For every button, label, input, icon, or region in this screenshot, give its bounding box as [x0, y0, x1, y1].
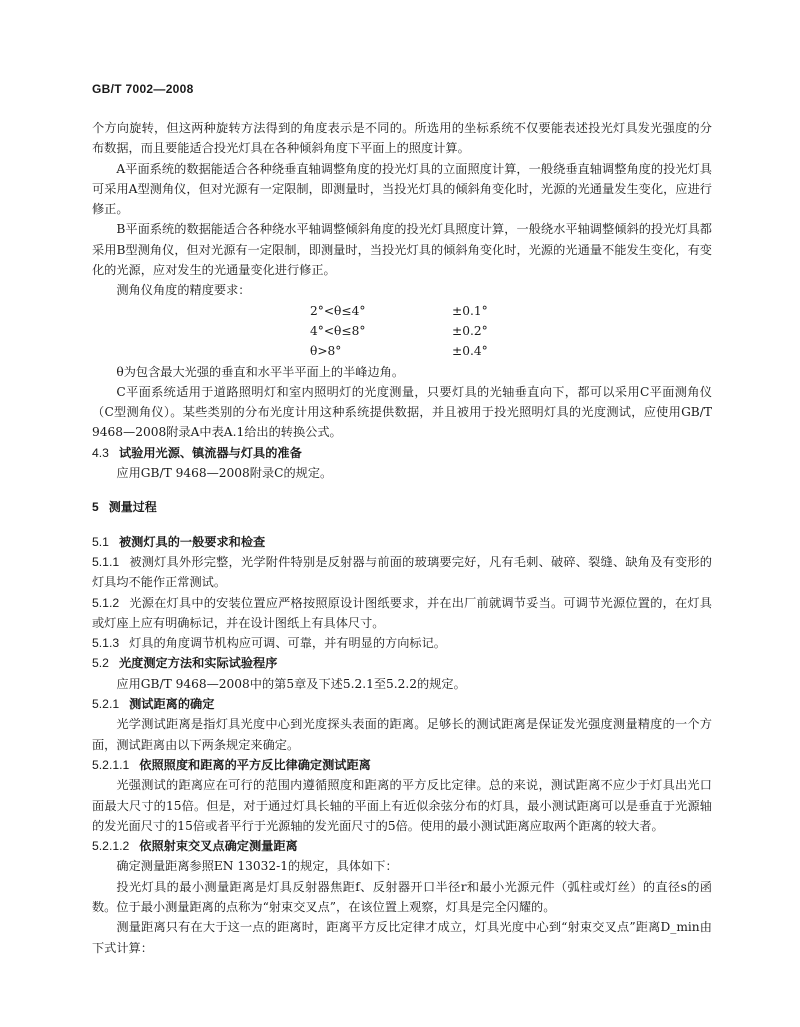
tolerance-condition: 2°<θ≤4°	[310, 303, 366, 318]
clause-number: 4.3	[92, 445, 109, 460]
clause-title: 测试距离的确定	[129, 697, 215, 712]
clause-heading	[92, 443, 712, 463]
numbered-paragraph	[92, 593, 712, 634]
paragraph: 测角仪角度的精度要求：	[116, 283, 251, 298]
clause-number: 5.1	[92, 534, 109, 549]
paragraph: C平面系统适用于道路照明灯和室内照明灯的光度测量，只要灯具的光轴垂直向下，都可以采用C平面测角仪（C型测角仪）。某些类别的分布光度计用这种系统提供数据，并且被用于投光照明灯具的光度测试，应使用GB/T 9468—2008附录A中表A.1给出的转换公式。	[92, 384, 712, 440]
chapter-number: 5	[92, 500, 99, 515]
clause-heading	[92, 653, 712, 673]
chapter-title: 测量过程	[108, 500, 157, 515]
standard-number-header: GB/T 7002—2008	[92, 82, 194, 96]
clause-title: 依照射束交叉点确定测量距离	[139, 839, 298, 854]
document-body	[92, 118, 712, 958]
tolerance-row	[92, 321, 712, 341]
paragraph: 应用GB/T 9468—2008中的第5章及下述5.2.1至5.2.2的规定。	[116, 676, 466, 691]
paragraph: 光学测试距离是指灯具光度中心到光度探头表面的距离。足够长的测试距离是保证发光强度测量精度的一个方面，测试距离由以下两条规定来确定。	[92, 717, 712, 752]
numbered-paragraph	[92, 633, 712, 653]
paragraph-text: 光源在灯具中的安装位置应严格按照原设计图纸要求，并在出厂前就调节妥当。可调节光源位置的，在灯具或灯座上应有明确标记，并在设计图纸上有具体尺寸。	[92, 595, 712, 630]
clause-heading	[92, 755, 712, 775]
tolerance-row	[92, 301, 712, 321]
tolerance-row	[92, 341, 712, 361]
clause-heading	[92, 532, 712, 552]
chapter-heading	[92, 497, 712, 517]
paragraph: 应用GB/T 9468—2008附录C的规定。	[116, 466, 333, 481]
clause-heading	[92, 836, 712, 856]
tolerance-condition: 4°<θ≤8°	[310, 323, 366, 338]
paragraph: 个方向旋转，但这两种旋转方法得到的角度表示是不同的。所选用的坐标系统不仅要能表述投光灯具发光强度的分布数据，而且要能适合投光灯具在各种倾斜角度下平面上的照度计算。	[92, 121, 712, 156]
clause-number: 5.2.1.1	[92, 757, 130, 772]
paragraph: 光强测试的距离应在可行的范围内遵循照度和距离的平方反比定律。总的来说，测试距离不应少于灯具出光口面最大尺寸的15倍。但是，对于通过灯具长轴的平面上有近似余弦分布的灯具，最小测试距离可以是垂直于光源轴的发光面尺寸的15倍或者平行于光源轴的发光面尺寸的5倍。使用的最小测试距离应取两个距离的较大者。	[92, 778, 712, 833]
tolerance-value: ±0.4°	[452, 344, 488, 359]
clause-number: 5.2	[92, 656, 109, 671]
numbered-paragraph	[92, 552, 712, 593]
tolerance-value: ±0.1°	[452, 303, 488, 318]
paragraph: B平面系统的数据能适合各种绕水平轴调整倾斜角度的投光灯具照度计算，一般绕水平轴调整倾斜的投光灯具都采用B型测角仪，但对光源有一定限制，即测量时，当投光灯具的倾斜角变化时，光源的光通量不能发生变化，有变化的光源，应对发生的光通量变化进行修正。	[92, 222, 712, 278]
paragraph: A平面系统的数据能适合各种绕垂直轴调整角度的投光灯具的立面照度计算，一般绕垂直轴调整角度的投光灯具可采用A型测角仪，但对光源有一定限制，即测量时，当投光灯具的倾斜角变化时，光源的光通量发生变化，应进行修正。	[92, 161, 712, 217]
clause-title: 依照照度和距离的平方反比律确定测试距离	[139, 757, 371, 772]
clause-number: 5.1.2	[92, 595, 120, 610]
paragraph-text: 灯具的角度调节机构应可调、可靠，并有明显的方向标记。	[129, 636, 446, 651]
clause-number: 5.2.1.2	[92, 839, 130, 854]
paragraph: 确定测量距离参照EN 13032-1的规定，具体如下：	[116, 859, 398, 874]
clause-heading	[92, 694, 712, 714]
paragraph: 投光灯具的最小测量距离是灯具反射器焦距f、反射器开口半径r和最小光源元件（弧柱或灯丝）的直径s的函数。位于最小测量距离的点称为“射束交叉点”，在该位置上观察，灯具是完全闪耀的。	[92, 879, 712, 914]
paragraph-text: 被测灯具外形完整，光学附件特别是反射器与前面的玻璃要完好，凡有毛刺、破碎、裂缝、缺角及有变形的灯具均不能作正常测试。	[92, 554, 712, 590]
paragraph: θ为包含最大光强的垂直和水平半平面上的半峰边角。	[116, 364, 405, 379]
clause-title: 试验用光源、镇流器与灯具的准备	[118, 445, 302, 460]
clause-title: 光度测定方法和实际试验程序	[118, 656, 278, 671]
tolerance-condition: θ>8°	[310, 344, 342, 359]
paragraph: 测量距离只有在大于这一点的距离时，距离平方反比定律才成立，灯具光度中心到“射束交叉点”距离D_min由下式计算：	[92, 920, 712, 955]
clause-number: 5.2.1	[92, 697, 120, 712]
clause-number: 5.1.1	[92, 554, 120, 569]
tolerance-value: ±0.2°	[452, 323, 488, 338]
clause-number: 5.1.3	[92, 636, 120, 651]
clause-title: 被测灯具的一般要求和检查	[118, 534, 266, 549]
